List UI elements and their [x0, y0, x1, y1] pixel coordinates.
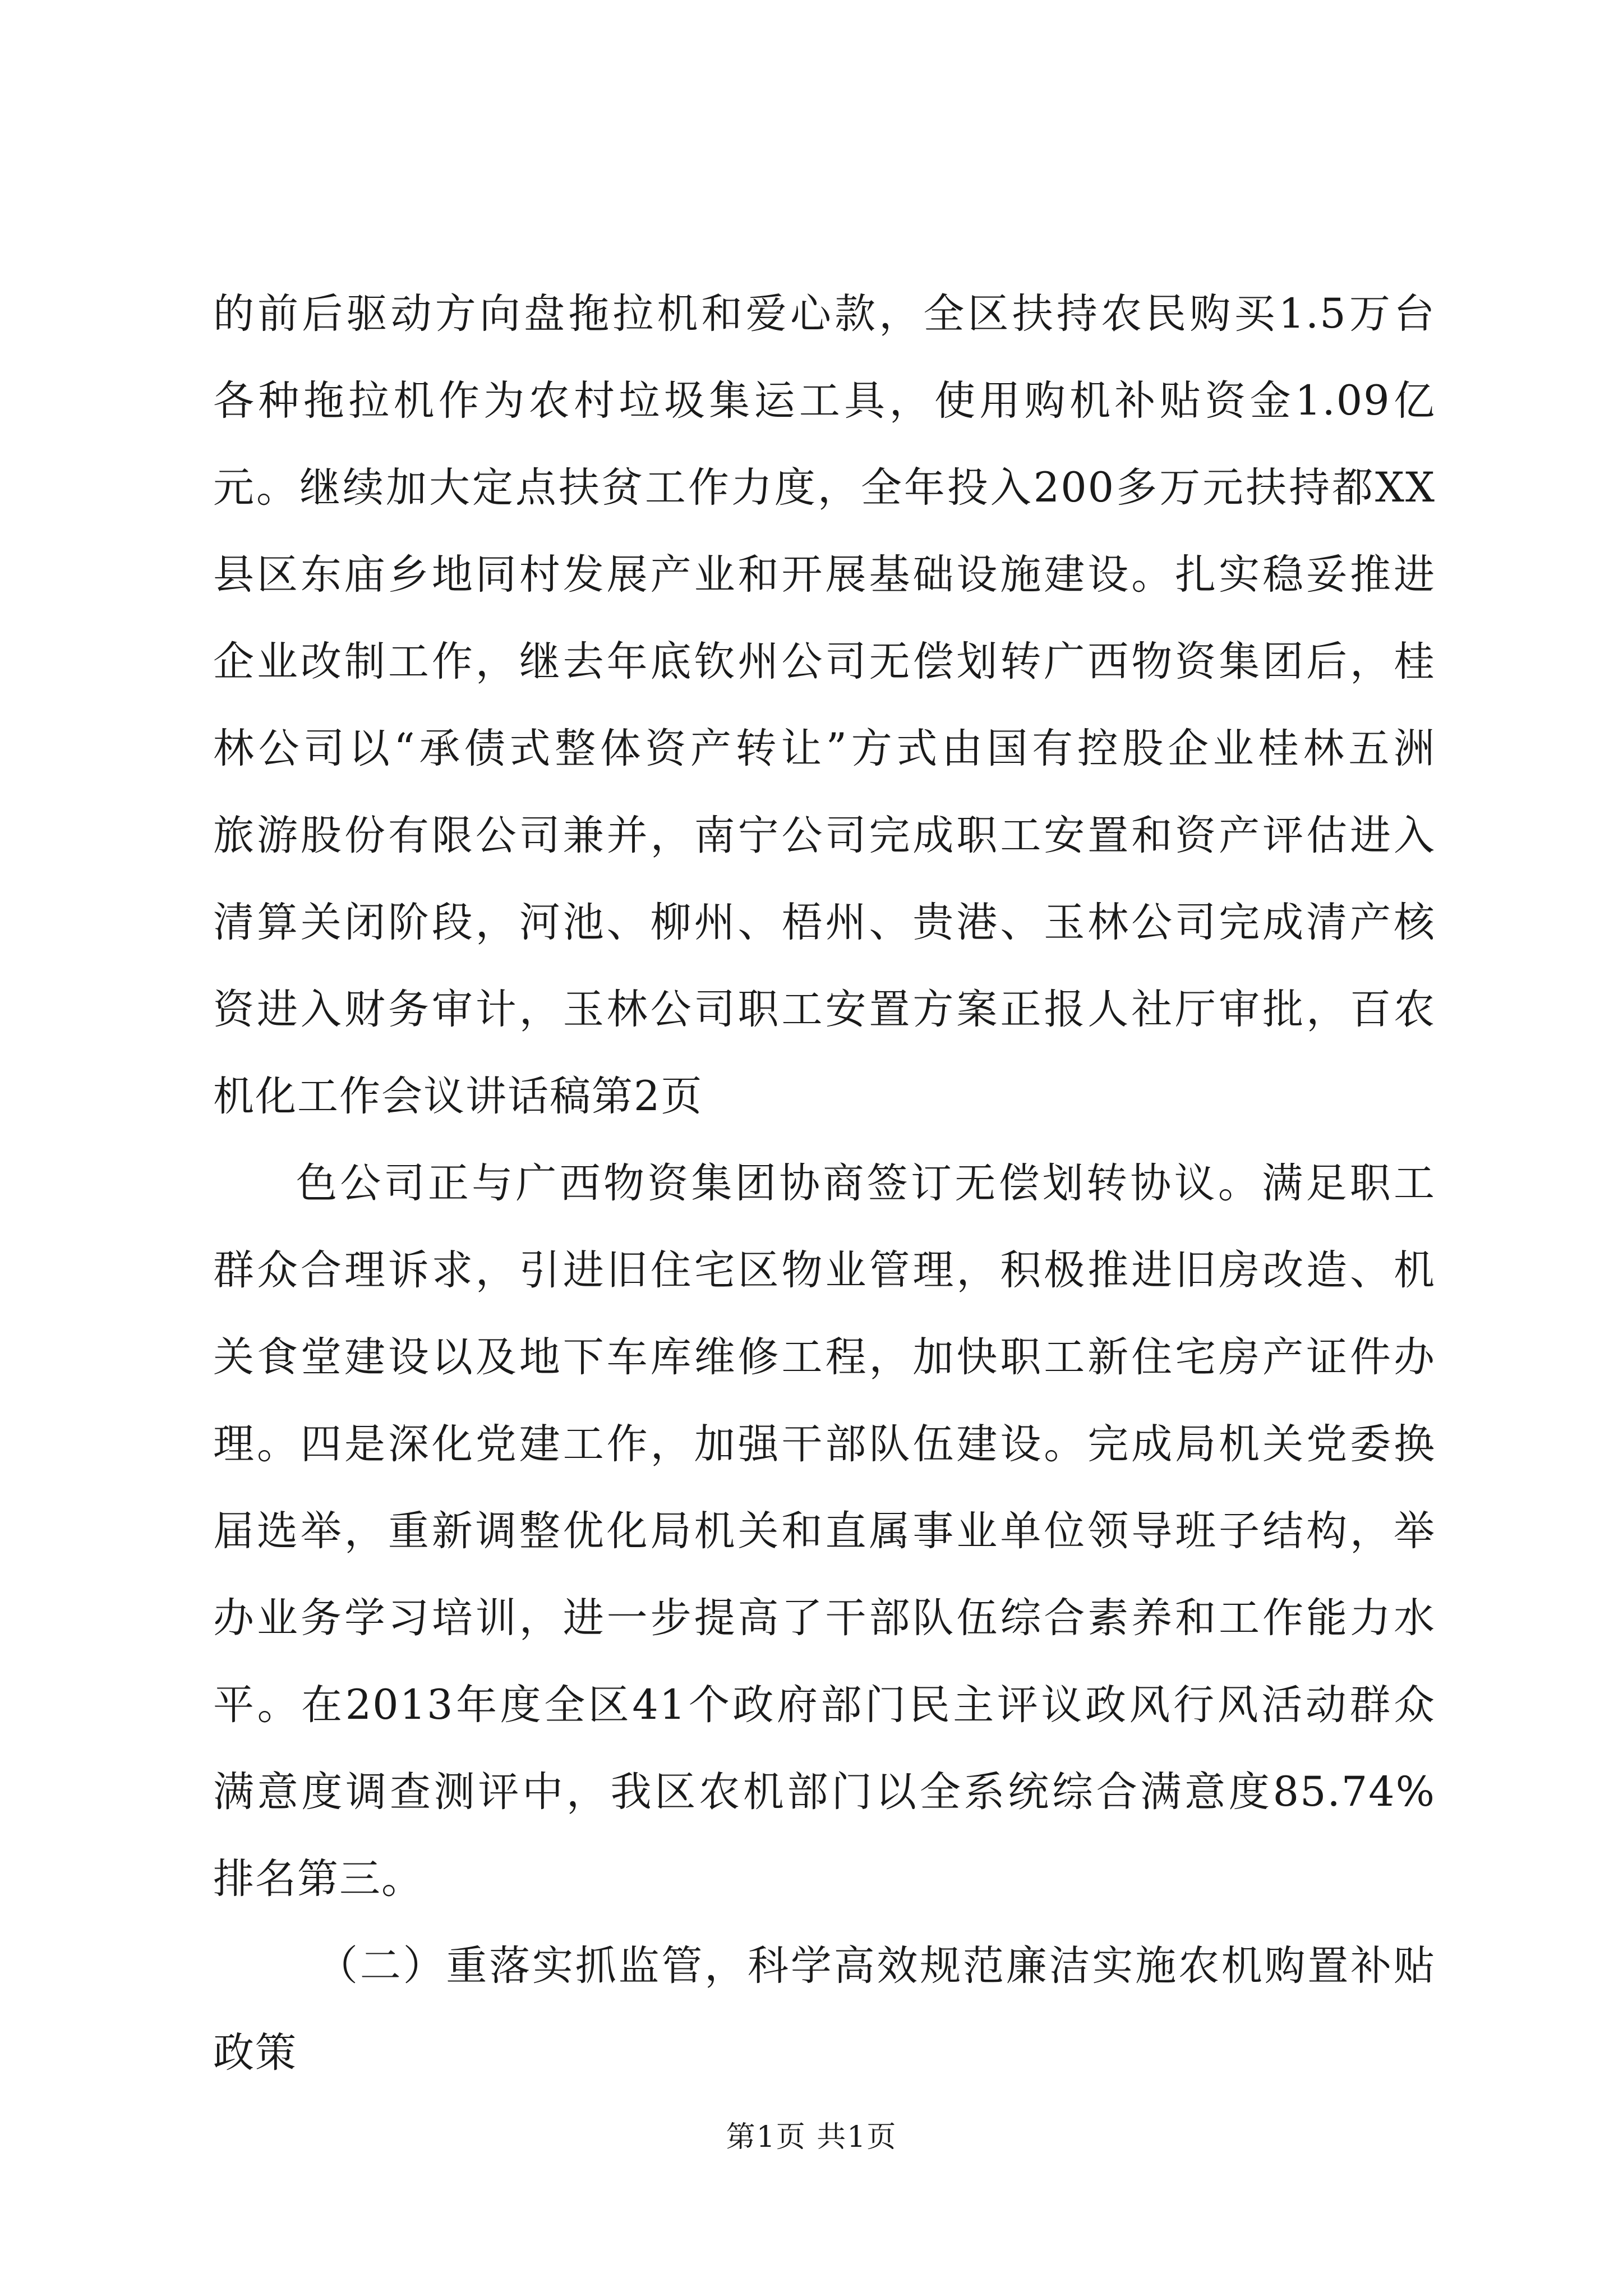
text-line: 办业务学习培训，进一步提高了干部队伍综合素养和工作能力水 — [213, 1594, 1436, 1642]
section-heading-continuation: 政策 — [213, 2029, 297, 2077]
text-line: 资进入财务审计，玉林公司职工安置方案正报人社厅审批，百农 — [213, 986, 1436, 1033]
text-line: 色公司正与广西物资集团协商签订无偿划转协议。满足职工 — [296, 1159, 1436, 1207]
text-line: 理。四是深化党建工作，加强干部队伍建设。完成局机关党委换 — [213, 1420, 1436, 1468]
text-line: 排名第三。 — [213, 1855, 423, 1903]
text-line: 满意度调查测评中，我区农机部门以全系统综合满意度85.74% — [213, 1768, 1436, 1816]
text-line: 群众合理诉求，引进旧住宅区物业管理，积极推进旧房改造、机 — [213, 1246, 1436, 1294]
page-footer: 第1页 共1页 — [726, 2120, 897, 2154]
document-body — [213, 270, 1436, 2096]
text-line: 县区东庙乡地同村发展产业和开展基础设施建设。扎实稳妥推进 — [213, 551, 1436, 599]
text-line: 平。在2013年度全区41个政府部门民主评议政风行风活动群众 — [213, 1681, 1436, 1729]
text-line: 清算关闭阶段，河池、柳州、梧州、贵港、玉林公司完成清产核 — [213, 899, 1436, 946]
text-line: 届选举，重新调整优化局机关和直属事业单位领导班子结构，举 — [213, 1507, 1436, 1555]
text-line: 各种拖拉机作为农村垃圾集运工具，使用购机补贴资金1.09亿 — [213, 377, 1436, 425]
text-line: 旅游股份有限公司兼并，南宁公司完成职工安置和资产评估进入 — [213, 812, 1436, 859]
text-line: 机化工作会议讲话稿第2页 — [213, 1073, 703, 1120]
text-line: 的前后驱动方向盘拖拉机和爱心款，全区扶持农民购买1.5万台 — [213, 290, 1436, 338]
section-heading: （二）重落实抓监管，科学高效规范廉洁实施农机购置补贴 — [317, 1942, 1436, 1990]
text-line: 元。继续加大定点扶贫工作力度，全年投入200多万元扶持都XX — [213, 464, 1436, 512]
text-line: 林公司以“承债式整体资产转让”方式由国有控股企业桂林五洲 — [213, 725, 1436, 772]
text-line: 企业改制工作，继去年底钦州公司无偿划转广西物资集团后，桂 — [213, 638, 1436, 685]
text-line: 关食堂建设以及地下车库维修工程，加快职工新住宅房产证件办 — [213, 1333, 1436, 1381]
